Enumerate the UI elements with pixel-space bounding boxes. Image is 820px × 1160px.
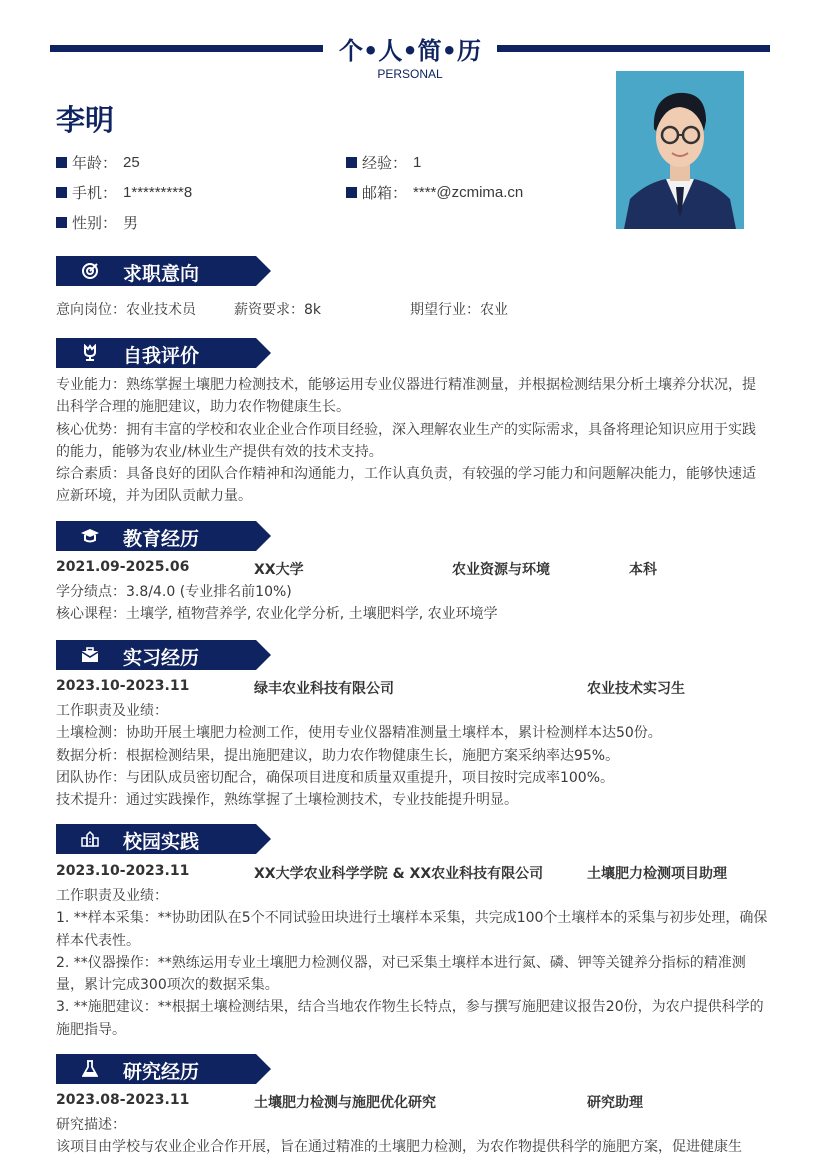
section-title: 求职意向 <box>123 263 200 285</box>
campus-role: 土壤肥力检测项目助理 <box>587 866 727 882</box>
basic-info <box>56 152 576 232</box>
education-major: 农业资源与环境 <box>452 562 550 578</box>
info-label: 手机： <box>72 183 118 202</box>
internship-details <box>56 700 768 811</box>
internship-company: 绿丰农业科技有限公司 <box>254 681 394 697</box>
research-desc-label: 研究描述： <box>56 1117 126 1133</box>
intent-salary: 薪资要求：8k <box>234 302 322 318</box>
duties-label: 工作职责及业绩： <box>56 888 168 904</box>
section-title: 研究经历 <box>123 1061 200 1083</box>
duties-label: 工作职责及业绩： <box>56 703 168 719</box>
section-header-campus <box>56 824 272 854</box>
info-label: 性别： <box>72 213 118 232</box>
graduation-cap-icon <box>80 526 100 546</box>
info-value: 1*********8 <box>123 183 193 201</box>
duty-item: 数据分析：根据检测结果，提出施肥建议，助力农作物健康生长，施肥方案采纳率达95%。 <box>56 747 620 764</box>
research-period: 2023.08-2023.11 <box>56 1092 190 1108</box>
candidate-name: 李明 <box>56 103 115 137</box>
internship-period: 2023.10-2023.11 <box>56 678 190 694</box>
education-school: XX大学 <box>254 562 304 578</box>
section-header-research <box>56 1054 272 1084</box>
section-header-internship <box>56 640 272 670</box>
education-gpa: 学分绩点：3.8/4.0 (专业排名前10%) <box>56 584 292 600</box>
campus-period: 2023.10-2023.11 <box>56 863 190 879</box>
info-age <box>56 152 346 172</box>
info-label: 邮箱： <box>362 183 408 202</box>
duty-item: 团队协作：与团队成员密切配合，确保项目进度和质量双重提升，项目按时完成率100%。 <box>56 769 615 786</box>
info-value: 1 <box>413 153 422 171</box>
briefcase-icon <box>80 645 100 665</box>
research-details <box>56 1114 768 1159</box>
info-value: ****@zcmima.cn <box>413 183 524 201</box>
resume-title-row <box>50 30 770 66</box>
info-gender <box>56 212 346 232</box>
info-label: 年龄： <box>72 153 118 172</box>
square-bullet-icon <box>56 217 67 228</box>
profile-photo <box>616 71 744 229</box>
square-bullet-icon <box>346 187 357 198</box>
duty-item: 2. **仪器操作：**熟练运用专业土壤肥力检测仪器，对已采集土壤样本进行氮、磷、钾等关键养分指标的精准测量，累计完成300项次的数据采集。 <box>56 954 746 994</box>
section-header-self-eval <box>56 338 272 368</box>
info-value: 男 <box>123 214 139 232</box>
square-bullet-icon <box>56 157 67 168</box>
title-rule-right <box>497 45 770 52</box>
self-eval-paragraph: 综合素质：具备良好的团队合作精神和沟通能力，工作认真负责，有较强的学习能力和问题解决能力，能够快速适应新环境，并为团队贡献力量。 <box>56 466 756 505</box>
square-bullet-icon <box>56 187 67 198</box>
flask-icon <box>80 1059 100 1079</box>
section-title: 教育经历 <box>123 528 200 550</box>
info-label: 经验： <box>362 153 408 172</box>
job-intent-row <box>56 299 768 319</box>
section-title: 自我评价 <box>123 345 200 367</box>
info-experience <box>346 152 576 172</box>
resume-subtitle: PERSONAL <box>377 67 443 81</box>
duty-item: 技术提升：通过实践操作，熟练掌握了土壤检测技术，专业技能提升明显。 <box>56 792 518 809</box>
target-icon <box>80 261 100 281</box>
research-row <box>56 1092 768 1112</box>
duty-item: 土壤检测：协助开展土壤肥力检测工作，使用专业仪器精准测量土壤样本，累计检测样本达50份。 <box>56 725 662 742</box>
internship-role: 农业技术实习生 <box>587 681 685 697</box>
campus-details <box>56 885 768 1041</box>
info-value: 25 <box>123 153 140 171</box>
section-title: 校园实践 <box>123 831 200 853</box>
self-eval-text <box>56 374 768 508</box>
square-bullet-icon <box>346 157 357 168</box>
resume-title: 个•人•简•历 <box>338 36 482 65</box>
education-degree: 本科 <box>629 562 657 578</box>
duty-item: 3. **施肥建议：**根据土壤检测结果，结合当地农作物生长特点，参与撰写施肥建议报告20份，为农户提供科学的施肥指导。 <box>56 999 764 1038</box>
campus-org: XX大学农业科学学院 & XX农业科技有限公司 <box>254 866 544 882</box>
building-icon <box>80 829 100 849</box>
flower-icon <box>80 343 100 363</box>
section-header-education <box>56 521 272 551</box>
campus-row <box>56 863 768 883</box>
education-details <box>56 581 768 626</box>
intent-industry: 期望行业：农业 <box>410 302 508 318</box>
duty-item: 1. **样本采集：**协助团队在5个不同试验田块进行土壤样本采集，共完成100个土壤样本的采集与初步处理，确保样本代表性。 <box>56 910 768 949</box>
research-desc: 该项目由学校与农业企业合作开展，旨在通过精准的土壤肥力检测，为农作物提供科学的施肥方案，促进健康生 <box>56 1139 742 1156</box>
info-phone <box>56 182 346 202</box>
research-project: 土壤肥力检测与施肥优化研究 <box>254 1095 436 1111</box>
info-email <box>346 182 576 202</box>
research-role: 研究助理 <box>587 1095 643 1111</box>
section-header-intent <box>56 256 272 286</box>
self-eval-paragraph: 专业能力：熟练掌握土壤肥力检测技术，能够运用专业仪器进行精准测量，并根据检测结果分析土壤养分状况，提出科学合理的施肥建议，助力农作物健康生长。 <box>56 377 756 416</box>
education-period: 2021.09-2025.06 <box>56 559 190 575</box>
title-rule-left <box>50 45 323 52</box>
education-courses: 核心课程：土壤学, 植物营养学, 农业化学分析, 土壤肥料学, 农业环境学 <box>56 606 498 623</box>
intent-position: 意向岗位：农业技术员 <box>56 302 196 318</box>
internship-row <box>56 678 768 698</box>
section-title: 实习经历 <box>123 647 200 669</box>
education-row <box>56 559 768 579</box>
self-eval-paragraph: 核心优势：拥有丰富的学校和农业企业合作项目经验，深入理解农业生产的实际需求，具备将理论知识应用于实践的能力，能够为农业/林业生产提供有效的技术支持。 <box>56 421 756 460</box>
